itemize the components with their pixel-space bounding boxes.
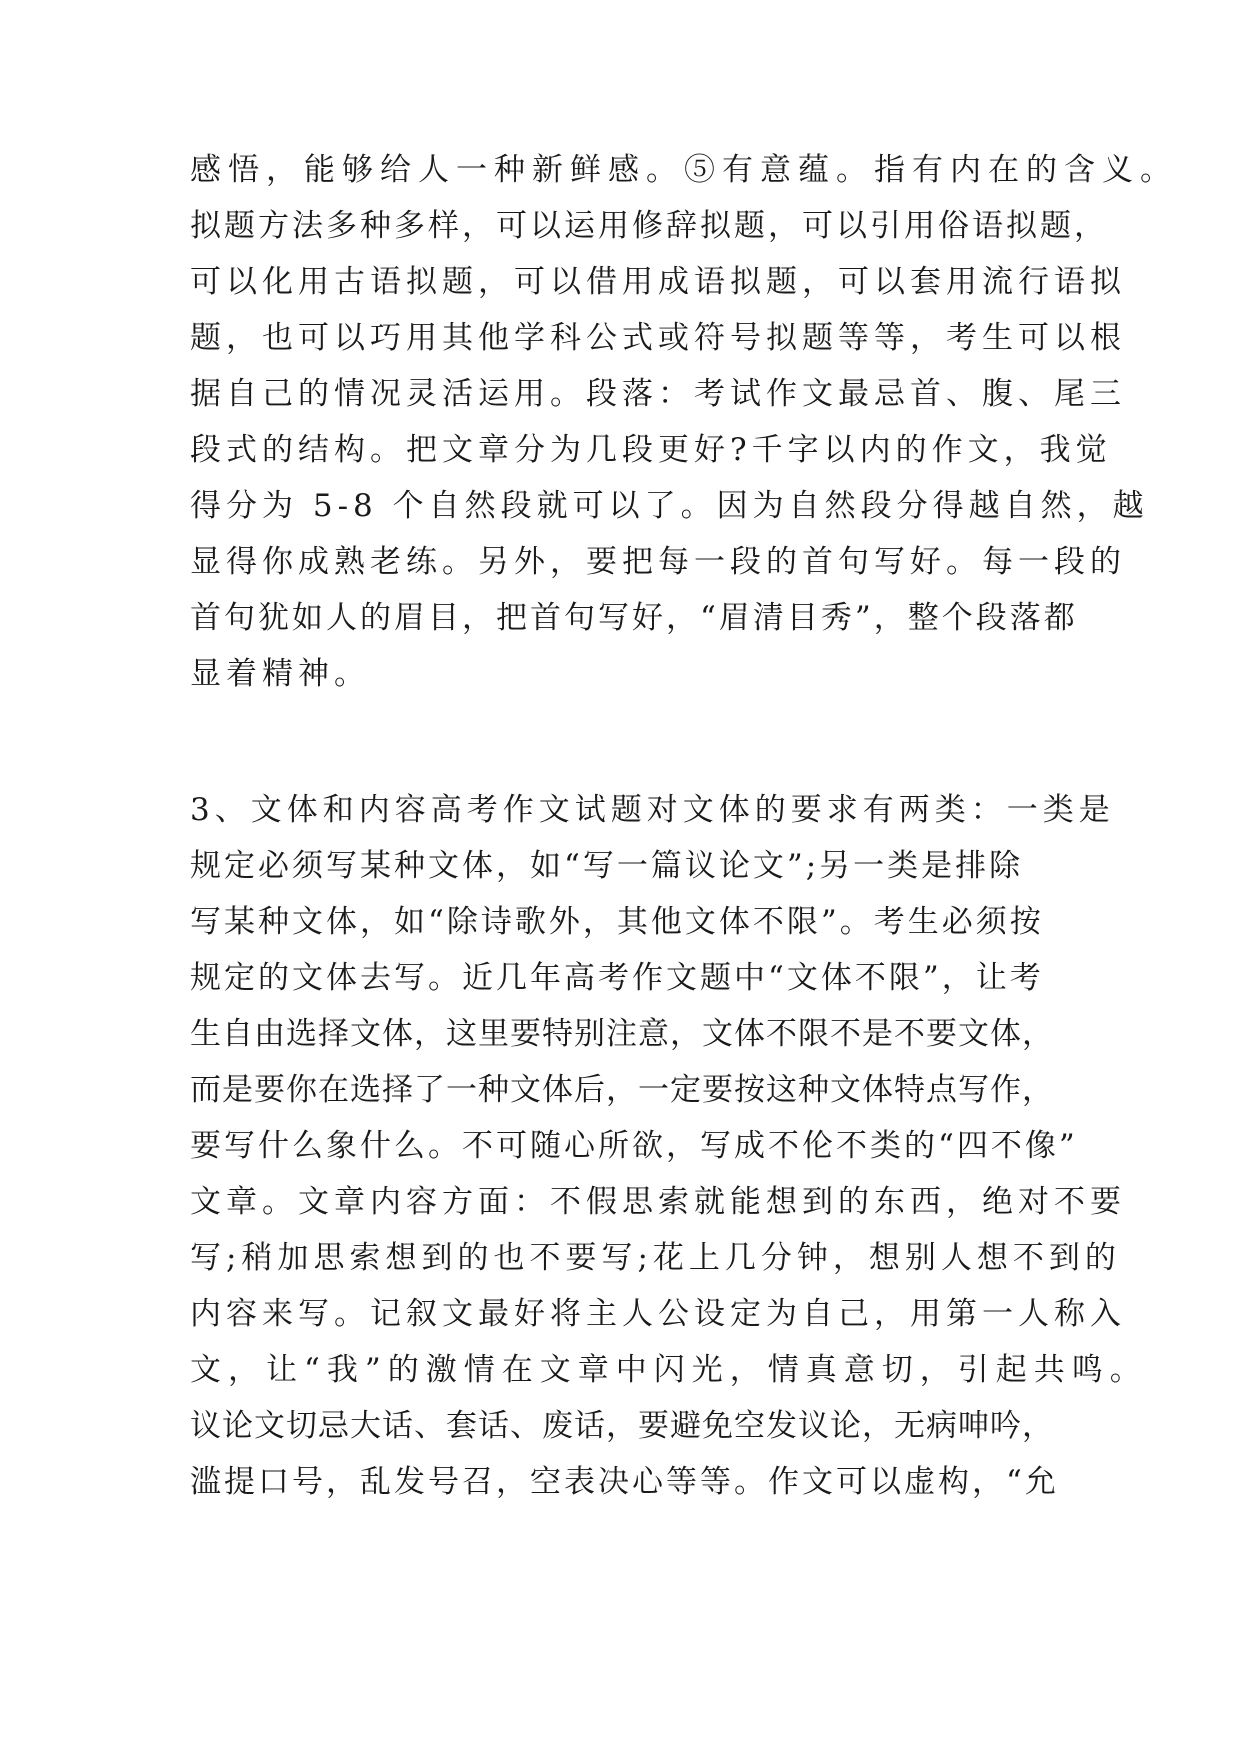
text-line: 规定的文体去写。近几年高考作文题中“文体不限”，让考 (190, 960, 1044, 996)
text-line: 议论文切忌大话、套话、废话，要避免空发议论，无病呻吟， (190, 1408, 1054, 1444)
text-line: 3、文体和内容高考作文试题对文体的要求有两类：一类是 (190, 792, 1115, 828)
text-line: 规定必须写某种文体，如“写一篇议论文”;另一类是排除 (190, 848, 1024, 884)
text-line: 要写什么象什么。不可随心所欲，写成不伦不类的“四不像” (190, 1128, 1078, 1164)
text-line: 写某种文体，如“除诗歌外，其他文体不限”。考生必须按 (190, 904, 1044, 940)
text-line: 生自由选择文体，这里要特别注意，文体不限不是不要文体， (190, 1016, 1054, 1052)
text-line: 写;稍加思索想到的也不要写;花上几分钟，想别人想不到的 (190, 1240, 1121, 1276)
text-line: 文章。文章内容方面：不假思索就能想到的东西，绝对不要 (190, 1184, 1126, 1220)
text-line: 可以化用古语拟题，可以借用成语拟题，可以套用流行语拟 (190, 264, 1126, 300)
text-line: 文，让“我”的激情在文章中闪光，情真意切，引起共鸣。 (190, 1352, 1148, 1388)
text-line: 得分为 5-8 个自然段就可以了。因为自然段分得越自然，越 (190, 488, 1149, 524)
text-line: 题，也可以巧用其他学科公式或符号拟题等等，考生可以根 (190, 320, 1126, 356)
text-line: 显得你成熟老练。另外，要把每一段的首句写好。每一段的 (190, 544, 1126, 580)
text-line: 内容来写。记叙文最好将主人公设定为自己，用第一人称入 (190, 1296, 1126, 1332)
text-line: 首句犹如人的眉目，把首句写好，“眉清目秀”，整个段落都 (190, 600, 1078, 636)
text-line: 感悟，能够给人一种新鲜感。⑤有意蕴。指有内在的含义。 (190, 152, 1178, 188)
text-line: 段式的结构。把文章分为几段更好?千字以内的作文，我觉 (190, 432, 1112, 468)
text-line: 拟题方法多种多样，可以运用修辞拟题，可以引用俗语拟题， (190, 208, 1108, 244)
text-line: 而是要你在选择了一种文体后，一定要按这种文体特点写作， (190, 1072, 1054, 1108)
text-line: 滥提口号，乱发号召，空表决心等等。作文可以虚构，“允 (190, 1464, 1059, 1500)
text-line: 显着精神。 (190, 656, 370, 692)
text-line: 据自己的情况灵活运用。段落：考试作文最忌首、腹、尾三 (190, 376, 1126, 412)
